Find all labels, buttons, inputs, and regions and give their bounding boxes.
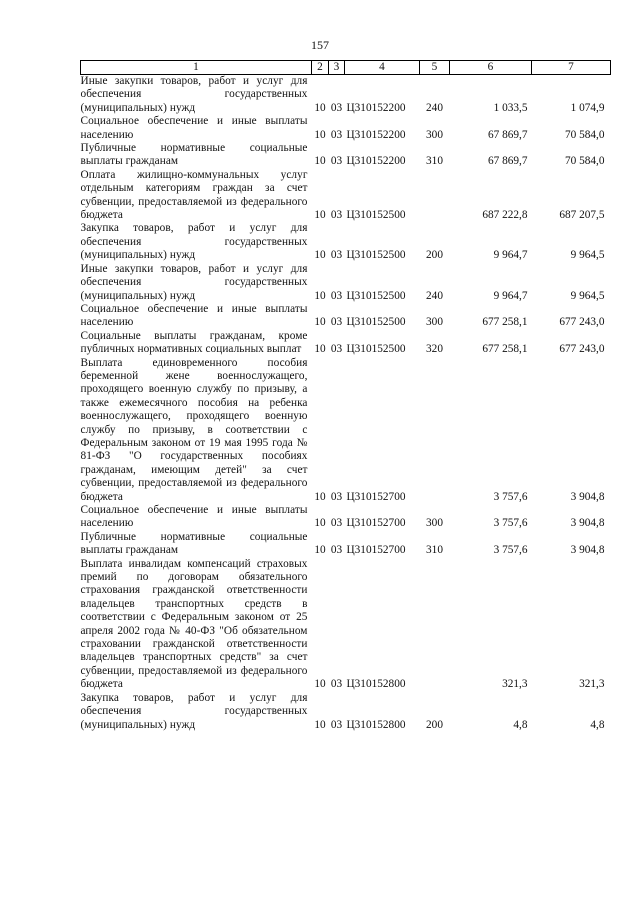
row-expense-type: 200 — [426, 718, 443, 731]
row-amount-year1: 3 757,6 — [493, 544, 528, 557]
row-subsection: 03 — [330, 678, 343, 691]
row-target-article: Ц310152800 — [346, 678, 406, 691]
row-expense-type: 310 — [426, 155, 443, 168]
table-row — [81, 142, 611, 169]
row-amount-year2: 70 584,0 — [564, 155, 605, 168]
table-row — [81, 169, 611, 223]
row-amount-year1: 4,8 — [513, 718, 528, 731]
row-expense-type: 200 — [426, 249, 443, 262]
column-header: 1 — [81, 61, 312, 75]
row-name: Публичные нормативные социальные выплаты гражданам — [80, 530, 308, 557]
table-row — [81, 558, 611, 692]
row-amount-year2: 321,3 — [579, 678, 605, 691]
column-header: 4 — [345, 61, 420, 75]
row-target-article: Ц310152800 — [346, 718, 406, 731]
row-amount-year2: 1 074,9 — [570, 101, 605, 114]
row-amount-year2: 3 904,8 — [570, 490, 605, 503]
row-subsection: 03 — [330, 316, 343, 329]
column-header: 6 — [450, 61, 532, 75]
row-section: 10 — [314, 718, 326, 731]
row-expense-type: 240 — [426, 289, 443, 302]
row-subsection: 03 — [330, 718, 343, 731]
row-target-article: Ц310152500 — [346, 316, 406, 329]
row-amount-year1: 67 869,7 — [487, 155, 528, 168]
row-amount-year1: 3 757,6 — [493, 517, 528, 530]
row-target-article: Ц310152700 — [346, 544, 406, 557]
row-amount-year2: 677 243,0 — [559, 316, 605, 329]
row-amount-year2: 677 243,0 — [559, 343, 605, 356]
row-expense-type: 300 — [426, 128, 443, 141]
row-target-article: Ц310152500 — [346, 343, 406, 356]
column-header: 5 — [420, 61, 450, 75]
row-amount-year1: 9 964,7 — [493, 289, 528, 302]
table-row — [81, 692, 611, 732]
row-target-article: Ц310152700 — [346, 517, 406, 530]
row-amount-year1: 677 258,1 — [482, 343, 528, 356]
row-section: 10 — [314, 343, 326, 356]
table-body — [81, 75, 611, 732]
table-header-row — [81, 61, 611, 75]
row-section: 10 — [314, 678, 326, 691]
row-subsection: 03 — [330, 289, 343, 302]
row-subsection: 03 — [330, 490, 343, 503]
row-expense-type: 300 — [426, 517, 443, 530]
table-row — [81, 357, 611, 504]
row-amount-year1: 677 258,1 — [482, 316, 528, 329]
row-subsection: 03 — [330, 155, 343, 168]
column-header: 2 — [312, 61, 329, 75]
row-expense-type: 310 — [426, 544, 443, 557]
row-section: 10 — [314, 101, 326, 114]
row-name: Социальные выплаты гражданам, кроме публичных нормативных социальных выплат — [80, 329, 308, 356]
row-amount-year1: 1 033,5 — [493, 101, 528, 114]
row-target-article: Ц310152700 — [346, 490, 406, 503]
row-expense-type — [420, 357, 450, 504]
row-subsection: 03 — [330, 544, 343, 557]
row-name: Иные закупки товаров, работ и услуг для обеспечения государственных (муниципальных) нужд — [80, 262, 308, 302]
row-section: 10 — [314, 155, 326, 168]
column-header: 7 — [532, 61, 611, 75]
row-amount-year1: 67 869,7 — [487, 128, 528, 141]
budget-table — [80, 60, 611, 732]
row-amount-year2: 70 584,0 — [564, 128, 605, 141]
row-target-article: Ц310152500 — [346, 289, 406, 302]
row-amount-year1: 687 222,8 — [482, 209, 528, 222]
row-target-article: Ц310152500 — [346, 209, 406, 222]
row-name: Оплата жилищно-коммунальных услуг отдельным категориям граждан за счет субвенции, предоставляемой из федерального бюджета — [80, 168, 308, 222]
row-target-article: Ц310152200 — [346, 155, 406, 168]
row-subsection: 03 — [330, 517, 343, 530]
row-subsection: 03 — [330, 209, 343, 222]
row-amount-year1: 3 757,6 — [493, 490, 528, 503]
row-amount-year2: 9 964,5 — [570, 289, 605, 302]
row-target-article: Ц310152500 — [346, 249, 406, 262]
row-subsection: 03 — [330, 249, 343, 262]
row-amount-year2: 687 207,5 — [559, 209, 605, 222]
row-amount-year2: 9 964,5 — [570, 249, 605, 262]
row-subsection: 03 — [330, 128, 343, 141]
row-section: 10 — [314, 544, 326, 557]
row-expense-type: 320 — [426, 343, 443, 356]
row-name: Социальное обеспечение и иные выплаты населению — [80, 115, 308, 141]
row-target-article: Ц310152200 — [346, 128, 406, 141]
row-amount-year1: 9 964,7 — [493, 249, 528, 262]
row-name: Иные закупки товаров, работ и услуг для обеспечения государственных (муниципальных) нужд — [80, 75, 308, 114]
column-header: 3 — [329, 61, 345, 75]
row-expense-type: 300 — [426, 316, 443, 329]
row-amount-year2: 4,8 — [590, 718, 605, 731]
page-number: 157 — [311, 38, 329, 52]
row-amount-year2: 3 904,8 — [570, 517, 605, 530]
table-row — [81, 531, 611, 558]
row-expense-type: 240 — [426, 101, 443, 114]
row-section: 10 — [314, 490, 326, 503]
table-row — [81, 75, 611, 116]
row-name: Выплата инвалидам компенсаций страховых премий по договорам обязательного страхования гражданской ответственности владельцев транспортных средств в соответствии с Федеральным законом от 25 апреля 2002 года № 40-ФЗ "Об обязательном страховании гражданской ответственности владельцев транспортных средств" за счет субвенции, предоставляемой из федерального бюджета — [80, 557, 308, 691]
table-row — [81, 115, 611, 142]
row-name: Закупка товаров, работ и услуг для обеспечения государственных (муниципальных) нужд — [80, 222, 308, 262]
row-expense-type — [420, 558, 450, 692]
row-amount-year2: 3 904,8 — [570, 544, 605, 557]
row-section: 10 — [314, 128, 326, 141]
table-row — [81, 303, 611, 330]
row-section: 10 — [314, 517, 326, 530]
row-name: Социальное обеспечение и иные выплаты населению — [80, 504, 308, 530]
row-name: Социальное обеспечение и иные выплаты населению — [80, 302, 308, 329]
row-name: Публичные нормативные социальные выплаты гражданам — [80, 142, 308, 168]
row-amount-year1: 321,3 — [502, 678, 528, 691]
row-subsection: 03 — [330, 343, 343, 356]
table-row — [81, 330, 611, 357]
row-target-article: Ц310152200 — [346, 101, 406, 114]
row-section: 10 — [314, 249, 326, 262]
row-section: 10 — [314, 209, 326, 222]
row-section: 10 — [314, 316, 326, 329]
table-row — [81, 504, 611, 531]
row-name: Закупка товаров, работ и услуг для обеспечения государственных (муниципальных) нужд — [80, 691, 308, 731]
row-section: 10 — [314, 289, 326, 302]
table-row — [81, 263, 611, 303]
table-row — [81, 222, 611, 262]
row-subsection: 03 — [330, 101, 343, 114]
row-expense-type — [420, 169, 450, 223]
row-name: Выплата единовременного пособия беременной жене военнослужащего, проходящего военную службу по призыву, а также ежемесячного пособия на ребенка военнослужащего, проходящего военную службу по призыву, в соответствии с Федеральным законом от 19 мая 1995 года № 81-ФЗ "О государственных пособиях гражданам, имеющим детей" за счет субвенции, предоставляемой из федерального бюджета — [80, 356, 308, 503]
